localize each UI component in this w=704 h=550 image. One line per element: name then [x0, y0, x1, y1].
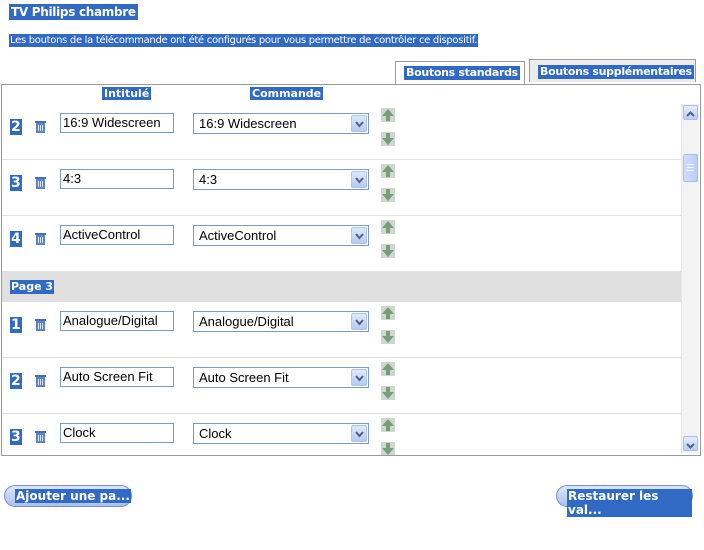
trash-icon[interactable] — [34, 318, 47, 331]
tab-standard-label: Boutons standards — [406, 66, 518, 79]
command-select[interactable] — [193, 423, 369, 444]
move-up-icon[interactable] — [380, 163, 396, 179]
label-input[interactable]: ActiveControl — [60, 225, 174, 245]
restore-defaults-button[interactable] — [556, 485, 693, 517]
label-input[interactable]: 16:9 Widescreen — [60, 113, 174, 133]
row-number: 2 — [11, 119, 21, 135]
add-page-button-label: Ajouter une pa... — [16, 489, 130, 503]
command-select[interactable] — [193, 311, 369, 332]
command-select-value: Clock — [199, 426, 232, 441]
row-number: 3 — [11, 175, 21, 191]
label-input[interactable]: Clock — [60, 423, 174, 443]
button-row — [2, 216, 681, 272]
row-number: 2 — [11, 373, 21, 389]
vertical-scrollbar[interactable] — [681, 104, 699, 453]
buttons-panel — [1, 84, 701, 456]
label-input[interactable]: Analogue/Digital — [60, 311, 174, 331]
move-down-icon[interactable] — [380, 329, 396, 345]
button-row — [2, 358, 681, 414]
grip-icon — [684, 155, 697, 181]
device-title: TV Philips chambre — [11, 5, 136, 19]
button-row — [2, 104, 681, 160]
chevron-down-icon[interactable] — [351, 369, 367, 386]
scroll-up-button[interactable] — [683, 105, 698, 120]
trash-icon[interactable] — [34, 176, 47, 189]
command-select[interactable] — [193, 169, 369, 190]
move-up-icon[interactable] — [380, 361, 396, 377]
command-select-value: ActiveControl — [199, 228, 277, 243]
page-label: Page 3 — [11, 280, 54, 293]
trash-icon[interactable] — [34, 374, 47, 387]
move-down-icon[interactable] — [380, 187, 396, 203]
command-select[interactable] — [193, 367, 369, 388]
chevron-down-icon[interactable] — [351, 425, 367, 442]
move-up-icon[interactable] — [380, 219, 396, 235]
button-row — [2, 160, 681, 216]
scroll-down-button[interactable] — [683, 436, 698, 451]
column-header-label: Intitulé — [104, 87, 150, 100]
label-input[interactable]: 4:3 — [60, 169, 174, 189]
tab-extra-label: Boutons supplémentaires — [540, 65, 692, 78]
rows-list — [2, 104, 681, 456]
chevron-down-icon[interactable] — [351, 115, 367, 132]
add-page-button[interactable] — [4, 485, 132, 507]
trash-icon[interactable] — [34, 120, 47, 133]
button-row — [2, 302, 681, 358]
move-up-icon[interactable] — [380, 305, 396, 321]
command-select[interactable] — [193, 225, 369, 246]
command-select-value: Analogue/Digital — [199, 314, 294, 329]
move-down-icon[interactable] — [380, 243, 396, 259]
tab-standard[interactable] — [395, 61, 525, 85]
trash-icon[interactable] — [34, 430, 47, 443]
move-up-icon[interactable] — [380, 107, 396, 123]
command-select[interactable] — [193, 113, 369, 134]
chevron-down-icon — [684, 439, 697, 452]
row-number: 4 — [11, 231, 21, 247]
chevron-up-icon — [684, 108, 697, 121]
label-input[interactable]: Auto Screen Fit — [60, 367, 174, 387]
command-select-value: 4:3 — [199, 172, 218, 187]
trash-icon[interactable] — [34, 232, 47, 245]
chevron-down-icon[interactable] — [351, 313, 367, 330]
move-up-icon[interactable] — [380, 417, 396, 433]
command-select-value: 16:9 Widescreen — [199, 116, 297, 131]
row-number: 3 — [11, 429, 21, 445]
page-separator — [2, 272, 681, 302]
row-number: 1 — [11, 317, 21, 333]
tab-extra[interactable] — [529, 59, 696, 82]
column-header-command: Commande — [252, 87, 322, 100]
chevron-down-icon[interactable] — [351, 227, 367, 244]
device-subtitle: Les boutons de la télécommande ont été configurés pour vous permettre de contrôler ce dispositif. — [10, 35, 478, 46]
chevron-down-icon[interactable] — [351, 171, 367, 188]
scrollbar-thumb[interactable] — [683, 154, 698, 182]
move-down-icon[interactable] — [380, 131, 396, 147]
move-down-icon[interactable] — [380, 385, 396, 401]
restore-defaults-button-label: Restaurer les val... — [567, 489, 692, 517]
button-row — [2, 414, 681, 456]
command-select-value: Auto Screen Fit — [199, 370, 289, 385]
move-down-icon[interactable] — [380, 441, 396, 456]
